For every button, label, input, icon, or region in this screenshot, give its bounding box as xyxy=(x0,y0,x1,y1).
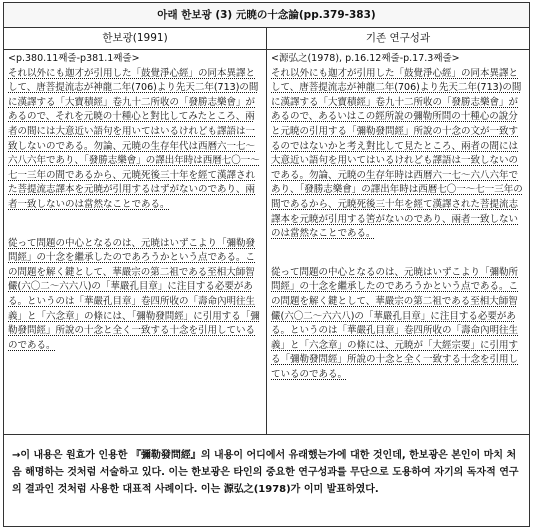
left-column-text xyxy=(4,50,267,434)
commentary-note: →이 내용은 원효가 인용한 『彌勒發問經』의 내용이 어디에서 유래했는가에 대한 것인데, 한보광은 본인이 마치 처음 해명하는 것처럼 서술하고 있다. 이는 한보광은 타인의 중요한 연구성과를 무단으로 도용하여 자기의 독자적 연구의 결과인 것처럼 사용한 대표적 사례이다. 이는 源弘之(1978)가 이미 발표하였다. xyxy=(4,434,529,526)
right-column-text xyxy=(267,50,529,434)
table-title: 아래 한보광 (3) 元暁の十念論(pp.379-383) xyxy=(4,3,529,28)
right-column-header: 기존 연구성과 xyxy=(267,27,529,50)
left-page-reference: <p.380.11째줄-p381.1째줄> xyxy=(8,53,140,64)
right-page-reference: <源弘之(1978), p.16.12째줄-p.17.3째줄> xyxy=(271,53,460,64)
left-paragraph-1: それ以外にも迦才が引用した「鼓覺淨心經」の同本異譯として、唐菩提流志が神龍二年(706)より先天二年(713)の間に漢譯する「大寶積經」卷九十二所收の「發勝志樂會」があるので、それを元暁の十種心と對比してみたところ、兩者の間には大意近い語句を用いてはいるけれども譯語は一致しないのである。勿論、元暁の生存年代は西暦六一七〜六八六年であり、「發勝志樂會」の譯出年時は西暦七〇一〜七一三年の間であるから、元暁死後三十年を經て漢譯された菩提流志譯本を元暁が引用するはずがないのであり、兩者一致しないのは當然なことである。 xyxy=(8,67,260,210)
right-paragraph-1: それ以外にも迦才が引用した「鼓覺淨心經」の同本異譯として、唐菩提流志が神龍二年(706)より先天二年(713)の間に漢譯する「大寶積經」卷九十二所收の「發勝志樂會」があるので、あるいはこの經所說の彌勒所問の十種心の說分と元暁の引用する「彌勒發問經」所說の十念の文が一致するのではないかと考え對比して見たところ、兩者の間には大意近い語句を用いてはいるけれども譯語は一致しないのである。勿論、元暁の生存年時は西暦六一七〜六八六年であり、「發勝志樂會」の譯出年時は西暦七〇一〜七一三年の間であるから、元暁死後三十年を經て漢譯された菩提流志譯本を元暁が引用する筈がないのであり、兩者一致しないのは當然なことである。 xyxy=(271,67,523,240)
left-paragraph-2: 從って問題の中心となるのは、元暁はいずこより「彌勒發問經」の十念を繼承したのであろうかという点である。この問題を解く鍵として、華嚴宗の第二祖である至相大師智儼(六〇二〜六六八)の「華嚴孔目章」に注目する必要がある。というのは「華嚴孔目章」卷四所收の「壽命內明往生義」と「六念章」の條には、「彌勒發問經」に引用する「彌勒發問經」所說の十念と全く一致する十念を引用しているのである。 xyxy=(8,237,260,351)
left-column-header: 한보광(1991) xyxy=(4,27,267,50)
comparison-table xyxy=(3,2,530,527)
right-paragraph-2: 從って問題の中心となるのは、元暁はいずこより「彌勒所問經」の十念を繼承したのであろうかという点である。この問題を解く鍵として、華嚴宗の第二祖である至相大師智儼(六〇二〜六六八)の「華嚴孔目章」に注目する必要がある。というのは「華嚴孔目章」卷四所收の「壽命內明往生義」と「六念章」の條には、元暁が「大經宗要」に引用する「彌勒發問經」所說の十念と全く一致する十念を引用しているのである。 xyxy=(271,266,519,380)
